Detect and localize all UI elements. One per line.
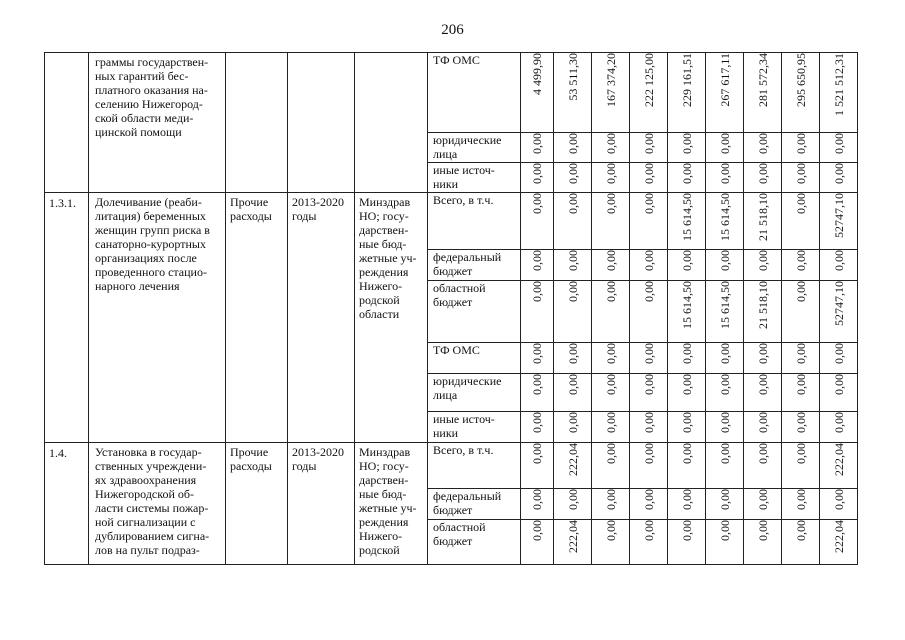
value-text: 0,00	[641, 343, 656, 364]
year-value-cell	[668, 520, 706, 565]
value-text: 0,00	[793, 520, 808, 541]
value-text: 0,00	[565, 374, 580, 395]
value-text: 0,00	[679, 374, 694, 395]
value-text: 0,00	[603, 520, 618, 541]
value-text: 0,00	[755, 343, 770, 364]
year-value-cell	[521, 133, 554, 163]
value-text: 0,00	[530, 193, 544, 214]
year-value-cell	[521, 281, 554, 343]
year-value-cell	[782, 374, 820, 412]
year-value-cell	[706, 250, 744, 281]
value-text: 0,00	[717, 163, 732, 184]
value-text: 222,04	[831, 443, 846, 476]
expense-category	[226, 53, 288, 193]
total-cell	[820, 443, 858, 489]
value-text: 0,00	[831, 412, 846, 433]
value-text: 0,00	[641, 281, 656, 302]
funding-source: областной бюджет	[428, 520, 521, 565]
total-cell	[820, 250, 858, 281]
value-text: 15 614,50	[679, 193, 694, 241]
value-text: 0,00	[641, 489, 656, 510]
value-text: 52747,10	[831, 281, 846, 326]
year-value-cell	[782, 412, 820, 443]
value-text: 15 614,50	[717, 193, 732, 241]
measure-description: Долечивание (реаби- литация) беременных женщин групп риска в санаторно-курортных организациях после проведенного стацио- нарного лечения	[89, 193, 226, 443]
value-text: 0,00	[641, 163, 656, 184]
year-value-cell	[668, 281, 706, 343]
year-value-cell	[744, 133, 782, 163]
value-text: 0,00	[565, 489, 580, 510]
value-text: 0,00	[793, 489, 808, 510]
year-value-cell	[592, 489, 630, 520]
total-cell	[820, 374, 858, 412]
row-number	[45, 53, 89, 193]
year-value-cell	[630, 443, 668, 489]
funding-source: федеральный бюджет	[428, 489, 521, 520]
year-value-cell	[744, 520, 782, 565]
value-text: 0,00	[530, 412, 544, 433]
value-text: 0,00	[641, 193, 656, 214]
year-value-cell	[668, 412, 706, 443]
total-cell	[820, 133, 858, 163]
year-value-cell	[744, 374, 782, 412]
value-text: 0,00	[565, 250, 580, 271]
year-value-cell	[744, 412, 782, 443]
value-text: 0,00	[603, 489, 618, 510]
value-text: 0,00	[717, 443, 732, 464]
value-text: 0,00	[565, 412, 580, 433]
year-value-cell	[782, 443, 820, 489]
year-value-cell	[668, 443, 706, 489]
value-text: 0,00	[755, 250, 770, 271]
year-value-cell	[592, 133, 630, 163]
year-value-cell	[554, 489, 592, 520]
year-value-cell	[744, 281, 782, 343]
year-value-cell	[744, 250, 782, 281]
year-value-cell	[706, 281, 744, 343]
year-value-cell	[592, 281, 630, 343]
funding-source: ТФ ОМС	[428, 53, 521, 133]
value-text: 0,00	[603, 343, 618, 364]
value-text: 0,00	[603, 133, 618, 154]
value-text: 0,00	[793, 281, 808, 302]
year-value-cell	[706, 443, 744, 489]
year-value-cell	[592, 412, 630, 443]
value-text: 0,00	[679, 133, 694, 154]
table-row	[45, 193, 858, 250]
year-value-cell	[706, 163, 744, 193]
year-value-cell	[782, 520, 820, 565]
value-text: 0,00	[755, 163, 770, 184]
funding-source: иные источ- ники	[428, 412, 521, 443]
value-text: 0,00	[755, 489, 770, 510]
year-value-cell	[592, 520, 630, 565]
value-text: 0,00	[565, 343, 580, 364]
funding-source: ТФ ОМС	[428, 343, 521, 374]
year-value-cell	[630, 489, 668, 520]
year-value-cell	[554, 281, 592, 343]
year-value-cell	[592, 193, 630, 250]
value-text: 0,00	[679, 443, 694, 464]
measure-description: граммы государствен- ных гарантий бес- платного оказания на- селению Нижегород- ской области меди- цинской помощи	[89, 53, 226, 193]
year-value-cell	[782, 163, 820, 193]
value-text: 281 572,34	[755, 53, 770, 107]
year-value-cell	[554, 374, 592, 412]
year-value-cell	[521, 489, 554, 520]
year-value-cell	[782, 281, 820, 343]
value-text: 15 614,50	[717, 281, 732, 329]
year-value-cell	[706, 520, 744, 565]
value-text: 0,00	[603, 281, 618, 302]
value-text: 0,00	[717, 250, 732, 271]
year-value-cell	[521, 374, 554, 412]
funding-source: областной бюджет	[428, 281, 521, 343]
value-text: 0,00	[603, 250, 618, 271]
year-value-cell	[706, 343, 744, 374]
value-text: 0,00	[565, 281, 580, 302]
year-value-cell	[668, 343, 706, 374]
year-value-cell	[554, 443, 592, 489]
year-value-cell	[630, 281, 668, 343]
value-text: 0,00	[530, 250, 544, 271]
year-value-cell	[706, 412, 744, 443]
year-value-cell	[630, 374, 668, 412]
year-value-cell	[521, 53, 554, 133]
value-text: 0,00	[831, 250, 846, 271]
value-text: 0,00	[565, 133, 580, 154]
executor: Минздрав НО; госу- дарствен- ные бюд- жетные уч- реждения Нижего- родской области	[355, 193, 428, 443]
year-value-cell	[521, 163, 554, 193]
year-value-cell	[554, 250, 592, 281]
total-cell	[820, 489, 858, 520]
total-cell	[820, 520, 858, 565]
value-text: 0,00	[831, 343, 846, 364]
value-text: 0,00	[793, 374, 808, 395]
executor: Минздрав НО; госу- дарствен- ные бюд- жетные уч- реждения Нижего- родской	[355, 443, 428, 565]
year-value-cell	[744, 163, 782, 193]
value-text: 1 521 512,31	[831, 53, 846, 116]
total-cell	[820, 412, 858, 443]
year-value-cell	[668, 489, 706, 520]
year-value-cell	[668, 193, 706, 250]
total-cell	[820, 163, 858, 193]
year-value-cell	[630, 193, 668, 250]
year-value-cell	[744, 489, 782, 520]
year-value-cell	[668, 163, 706, 193]
value-text: 0,00	[603, 374, 618, 395]
year-value-cell	[668, 374, 706, 412]
measure-description: Установка в государ- ственных учреждени- ях здравоохранения Нижегородской об- ласти системы пожар- ной сигнализации с дублированием сигна- лов на пульт подраз-	[89, 443, 226, 565]
value-text: 222,04	[565, 520, 580, 553]
total-cell	[820, 53, 858, 133]
year-value-cell	[630, 343, 668, 374]
year-value-cell	[782, 193, 820, 250]
year-value-cell	[554, 412, 592, 443]
year-value-cell	[782, 343, 820, 374]
total-cell	[820, 281, 858, 343]
implementation-period: 2013-2020 годы	[288, 443, 355, 565]
year-value-cell	[554, 520, 592, 565]
value-text: 222 125,00	[641, 53, 656, 107]
year-value-cell	[554, 193, 592, 250]
year-value-cell	[744, 343, 782, 374]
year-value-cell	[668, 250, 706, 281]
year-value-cell	[630, 53, 668, 133]
year-value-cell	[630, 133, 668, 163]
expense-category: Прочие расходы	[226, 443, 288, 565]
value-text: 0,00	[717, 343, 732, 364]
funding-source: федеральный бюджет	[428, 250, 521, 281]
year-value-cell	[554, 133, 592, 163]
budget-table	[44, 52, 858, 565]
value-text: 15 614,50	[679, 281, 694, 329]
year-value-cell	[706, 133, 744, 163]
value-text: 0,00	[755, 443, 770, 464]
value-text: 0,00	[603, 443, 618, 464]
value-text: 0,00	[641, 250, 656, 271]
implementation-period	[288, 53, 355, 193]
value-text: 0,00	[755, 412, 770, 433]
year-value-cell	[554, 53, 592, 133]
year-value-cell	[592, 250, 630, 281]
page-number: 206	[441, 22, 464, 38]
value-text: 0,00	[793, 163, 808, 184]
year-value-cell	[554, 343, 592, 374]
value-text: 229 161,51	[679, 53, 694, 107]
year-value-cell	[782, 250, 820, 281]
value-text: 0,00	[530, 163, 544, 184]
year-value-cell	[521, 412, 554, 443]
value-text: 222,04	[565, 443, 580, 476]
year-value-cell	[630, 412, 668, 443]
year-value-cell	[668, 53, 706, 133]
value-text: 52747,10	[831, 193, 846, 238]
value-text: 0,00	[641, 520, 656, 541]
value-text: 222,04	[831, 520, 846, 553]
funding-source: иные источ- ники	[428, 163, 521, 193]
value-text: 0,00	[755, 133, 770, 154]
year-value-cell	[521, 343, 554, 374]
value-text: 0,00	[679, 520, 694, 541]
year-value-cell	[744, 443, 782, 489]
year-value-cell	[630, 163, 668, 193]
value-text: 0,00	[755, 374, 770, 395]
value-text: 53 511,30	[565, 53, 580, 101]
value-text: 0,00	[603, 163, 618, 184]
year-value-cell	[630, 250, 668, 281]
value-text: 0,00	[530, 133, 544, 154]
implementation-period: 2013-2020 годы	[288, 193, 355, 443]
value-text: 0,00	[717, 489, 732, 510]
value-text: 0,00	[530, 443, 544, 464]
value-text: 0,00	[530, 520, 544, 541]
value-text: 0,00	[565, 163, 580, 184]
value-text: 0,00	[793, 250, 808, 271]
year-value-cell	[744, 193, 782, 250]
value-text: 0,00	[565, 193, 580, 214]
value-text: 0,00	[793, 412, 808, 433]
value-text: 0,00	[717, 374, 732, 395]
value-text: 0,00	[679, 343, 694, 364]
expense-category: Прочие расходы	[226, 193, 288, 443]
value-text: 0,00	[603, 412, 618, 433]
year-value-cell	[592, 163, 630, 193]
value-text: 267 617,11	[717, 53, 732, 107]
value-text: 0,00	[641, 374, 656, 395]
value-text: 0,00	[530, 343, 544, 364]
value-text: 0,00	[679, 250, 694, 271]
value-text: 0,00	[793, 443, 808, 464]
value-text: 0,00	[641, 133, 656, 154]
value-text: 0,00	[717, 520, 732, 541]
year-value-cell	[521, 250, 554, 281]
funding-source: Всего, в т.ч.	[428, 443, 521, 489]
total-cell	[820, 343, 858, 374]
value-text: 0,00	[679, 412, 694, 433]
year-value-cell	[521, 443, 554, 489]
table-row	[45, 53, 858, 133]
value-text: 0,00	[831, 489, 846, 510]
row-number: 1.4.	[45, 443, 89, 565]
year-value-cell	[782, 133, 820, 163]
total-cell	[820, 193, 858, 250]
value-text: 0,00	[603, 193, 618, 214]
table-row	[45, 443, 858, 489]
year-value-cell	[782, 53, 820, 133]
value-text: 0,00	[831, 133, 846, 154]
value-text: 0,00	[679, 163, 694, 184]
year-value-cell	[592, 343, 630, 374]
year-value-cell	[630, 520, 668, 565]
year-value-cell	[706, 374, 744, 412]
value-text: 0,00	[530, 374, 544, 395]
value-text: 4 499,90	[530, 53, 544, 95]
year-value-cell	[744, 53, 782, 133]
year-value-cell	[782, 489, 820, 520]
value-text: 0,00	[717, 133, 732, 154]
year-value-cell	[521, 193, 554, 250]
value-text: 21 518,10	[755, 193, 770, 241]
year-value-cell	[592, 443, 630, 489]
year-value-cell	[668, 133, 706, 163]
year-value-cell	[592, 374, 630, 412]
year-value-cell	[592, 53, 630, 133]
year-value-cell	[521, 520, 554, 565]
value-text: 0,00	[530, 281, 544, 302]
value-text: 0,00	[641, 412, 656, 433]
value-text: 0,00	[831, 374, 846, 395]
value-text: 0,00	[793, 133, 808, 154]
funding-source: Всего, в т.ч.	[428, 193, 521, 250]
value-text: 167 374,20	[603, 53, 618, 107]
value-text: 0,00	[793, 343, 808, 364]
executor	[355, 53, 428, 193]
value-text: 0,00	[641, 443, 656, 464]
funding-source: юридические лица	[428, 133, 521, 163]
funding-source: юридические лица	[428, 374, 521, 412]
value-text: 21 518,10	[755, 281, 770, 329]
value-text: 0,00	[530, 489, 544, 510]
year-value-cell	[706, 489, 744, 520]
value-text: 0,00	[755, 520, 770, 541]
row-number: 1.3.1.	[45, 193, 89, 443]
value-text: 0,00	[831, 163, 846, 184]
value-text: 0,00	[679, 489, 694, 510]
value-text: 0,00	[717, 412, 732, 433]
year-value-cell	[706, 53, 744, 133]
value-text: 295 650,95	[793, 53, 808, 107]
year-value-cell	[706, 193, 744, 250]
value-text: 0,00	[793, 193, 808, 214]
year-value-cell	[554, 163, 592, 193]
